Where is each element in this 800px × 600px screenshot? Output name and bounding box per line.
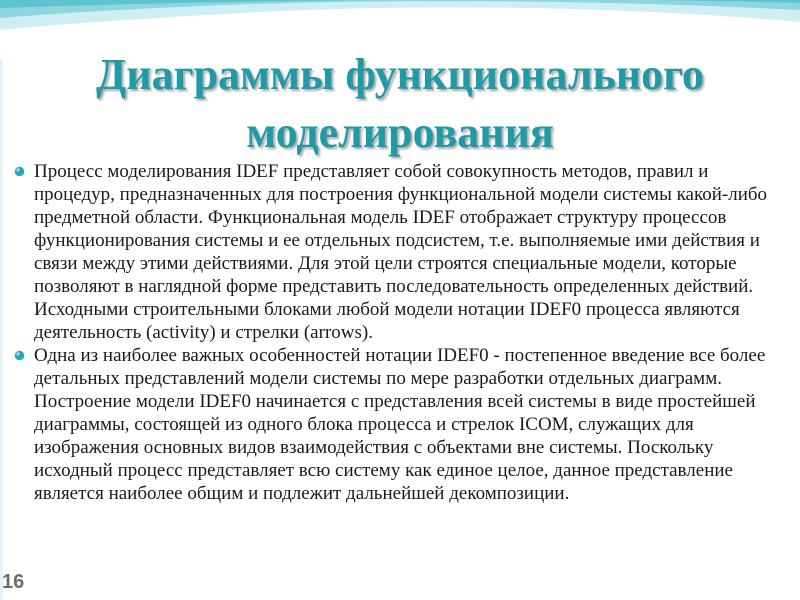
slide-number: 16: [2, 571, 25, 593]
bullet-item: [14, 160, 794, 344]
title-line-2: моделирования: [246, 108, 554, 157]
slide-body: [14, 160, 794, 505]
bullet-item: [14, 344, 794, 505]
slide-title: [20, 46, 780, 162]
left-edge-stripe: [0, 60, 6, 600]
bullet-text: Процесс моделирования IDEF представляет собой совокупность методов, правил и процедур, предназначенных для построения функциональной модели системы какой-либо предметной области. Функциональная модель IDEF отображает структуру процессов функционирования системы и ее отдельных подсистем, т.е. выполняемые ими действия и связи между этими действиями. Для этой цели строятся специальные модели, которые позволяют в наглядной форме представить последовательность определенных действий. Исходными строительными блоками любой модели нотации IDEF0 процесса являются деятельность (activity) и стрелки (arrows).: [34, 161, 768, 343]
bullet-dot-icon: [14, 166, 25, 177]
bullet-dot-icon: [14, 350, 25, 361]
title-line-1: Диаграммы функционального: [95, 50, 705, 99]
bullet-text: Одна из наиболее важных особенностей нотации IDEF0 - постепенное введение все более детальных представлений модели системы по мере разработки отдельных диаграмм. Построение модели IDEF0 начинается с представления всей системы в виде простейшей диаграммы, состоящей из одного блока процесса и стрелок ICOM, служащих для изображения основных видов взаимодействия с объектами вне системы. Поскольку исходный процесс представляет всю систему как единое целое, данное представление является наиболее общим и подлежит дальнейшей декомпозиции.: [34, 345, 766, 504]
